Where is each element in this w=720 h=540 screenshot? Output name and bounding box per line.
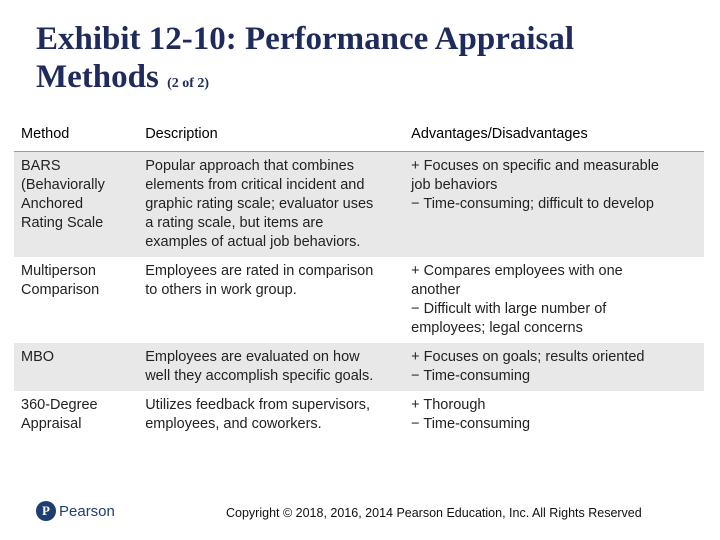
text-line: + Compares employees with one: [411, 263, 623, 279]
text-line: another: [411, 282, 461, 298]
method-cell: [14, 152, 138, 258]
text-line: MBO: [21, 349, 55, 365]
description-cell: [138, 257, 404, 343]
advantages-cell: [404, 257, 704, 343]
advantages-cell: [404, 343, 704, 391]
text-line: − Difficult with large number of: [411, 301, 607, 317]
description-cell: [138, 152, 404, 258]
text-line: job behaviors: [411, 177, 498, 193]
table-row: [14, 257, 704, 343]
text-line: Appraisal: [21, 416, 82, 432]
text-line: − Time-consuming; difficult to develop: [411, 196, 654, 212]
text-line: examples of actual job behaviors.: [145, 234, 361, 250]
text-line: Employees are rated in comparison: [145, 263, 374, 279]
method-cell: [14, 343, 138, 391]
copyright-notice: Copyright © 2018, 2016, 2014 Pearson Education, Inc. All Rights Reserved: [226, 506, 642, 520]
table-row: [14, 391, 704, 439]
text-line: 360-Degree: [21, 397, 98, 413]
text-line: (Behaviorally: [21, 177, 105, 193]
table-row: [14, 152, 704, 258]
description-cell: [138, 391, 404, 439]
advantages-cell: [404, 391, 704, 439]
text-line: BARS: [21, 158, 61, 174]
text-line: + Focuses on specific and measurable: [411, 158, 660, 174]
text-line: elements from critical incident and: [145, 177, 365, 193]
text-line: Rating Scale: [21, 215, 104, 231]
text-line: to others in work group.: [145, 282, 297, 298]
title-line-2: Methods: [36, 59, 159, 95]
header-description: Description: [145, 125, 218, 142]
advantages-cell: [404, 152, 704, 258]
header-advantages: Advantages/Disadvantages: [411, 125, 588, 142]
text-line: Utilizes feedback from supervisors,: [145, 397, 371, 413]
text-line: Multiperson: [21, 263, 96, 279]
text-line: Employees are evaluated on how: [145, 349, 360, 365]
slide-title: [36, 20, 696, 103]
appraisal-methods-table: [14, 117, 704, 439]
text-line: well they accomplish specific goals.: [145, 368, 374, 384]
pearson-p-icon: P: [36, 501, 56, 521]
text-line: Popular approach that combines: [145, 158, 354, 174]
text-line: employees; legal concerns: [411, 320, 583, 336]
table-row: [14, 343, 704, 391]
text-line: employees, and coworkers.: [145, 416, 322, 432]
text-line: Comparison: [21, 282, 100, 298]
text-line: graphic rating scale; evaluator uses: [145, 196, 374, 212]
method-cell: [14, 391, 138, 439]
header-method: Method: [21, 125, 70, 142]
text-line: − Time-consuming: [411, 368, 531, 384]
text-line: + Focuses on goals; results oriented: [411, 349, 645, 365]
text-line: a rating scale, but items are: [145, 215, 324, 231]
text-line: Anchored: [21, 196, 84, 212]
table-header-row: [14, 117, 704, 152]
description-cell: [138, 343, 404, 391]
title-line-1: Exhibit 12-10: Performance Appraisal: [36, 21, 575, 57]
method-cell: [14, 257, 138, 343]
pearson-logo: [36, 501, 115, 521]
text-line: − Time-consuming: [411, 416, 531, 432]
logo-wordmark: Pearson: [59, 502, 115, 520]
title-part-label: (2 of 2): [167, 76, 210, 91]
text-line: + Thorough: [411, 397, 486, 413]
